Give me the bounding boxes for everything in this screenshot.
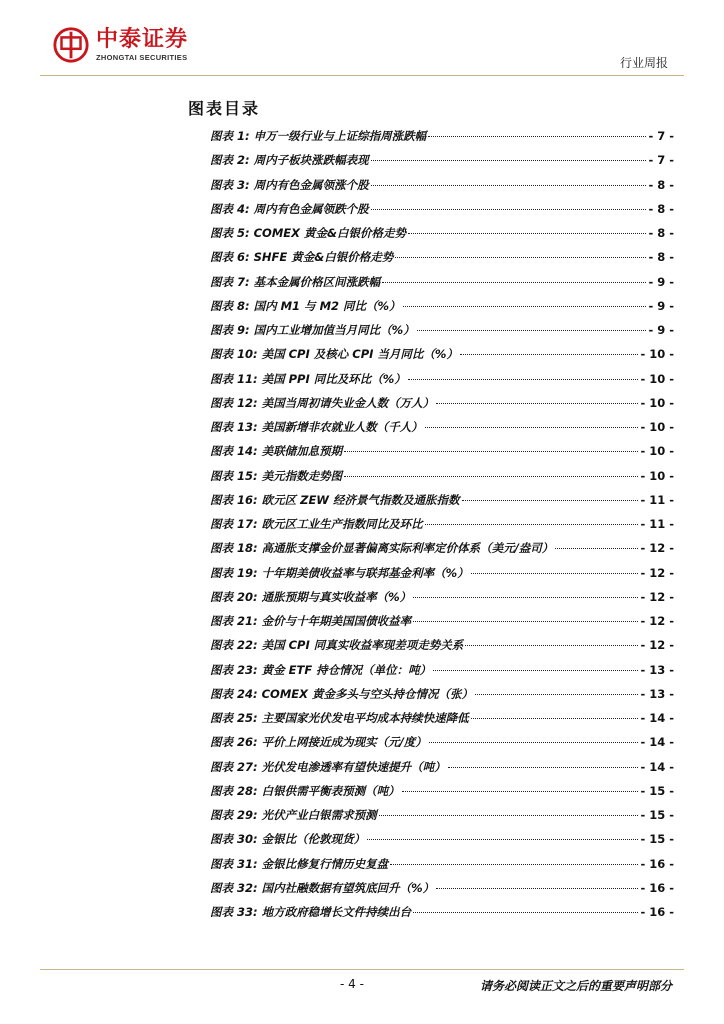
toc-item-label: 图表 18: bbox=[210, 541, 258, 556]
toc-leader-dots bbox=[382, 282, 646, 283]
toc-item[interactable] bbox=[210, 565, 674, 589]
toc-leader-dots bbox=[408, 379, 639, 380]
toc-item-text: 白银供需平衡表预测（吨） bbox=[261, 783, 400, 798]
toc-item-page: - 9 - bbox=[648, 298, 674, 313]
toc-item-page: - 12 - bbox=[640, 638, 674, 653]
toc-item[interactable] bbox=[210, 637, 674, 661]
toc-item-page: - 15 - bbox=[640, 783, 674, 798]
toc-leader-dots bbox=[436, 403, 638, 404]
toc-item-text: 黄金 ETF 持仓情况（单位：吨） bbox=[261, 662, 432, 677]
toc-item-page: - 12 - bbox=[640, 541, 674, 556]
toc-item-text: 金银比修复行情历史复盘 bbox=[261, 856, 389, 871]
toc-leader-dots bbox=[428, 136, 646, 137]
toc-item-label: 图表 27: bbox=[210, 759, 258, 774]
toc-item-page: - 10 - bbox=[640, 444, 674, 459]
toc-item[interactable] bbox=[210, 540, 674, 564]
brand-name-en: ZHONGTAI SECURITIES bbox=[96, 52, 188, 62]
toc-item-page: - 10 - bbox=[640, 468, 674, 483]
disclaimer-text: 请务必阅读正文之后的重要声明部分 bbox=[479, 979, 672, 993]
toc-item-text: 十年期美债收益率与联邦基金利率（%） bbox=[261, 565, 469, 580]
report-type: 行业周报 bbox=[619, 56, 668, 70]
toc-item[interactable] bbox=[210, 371, 674, 395]
header-divider bbox=[40, 75, 684, 76]
zhongtai-logo-icon bbox=[52, 26, 90, 64]
toc-leader-dots bbox=[425, 427, 639, 428]
toc-leader-dots bbox=[436, 888, 638, 889]
toc-item-text: 金价与十年期美国国债收益率 bbox=[261, 614, 412, 628]
toc-item[interactable] bbox=[210, 249, 674, 273]
toc-item[interactable] bbox=[210, 274, 674, 298]
toc-item[interactable] bbox=[210, 589, 674, 613]
toc-leader-dots bbox=[344, 451, 638, 452]
toc-leader-dots bbox=[379, 815, 639, 816]
toc-item-text: 主要国家光伏发电平均成本持续快速降低 bbox=[261, 711, 469, 725]
toc-leader-dots bbox=[390, 864, 638, 865]
toc-leader-dots bbox=[425, 524, 639, 525]
toc-item[interactable] bbox=[210, 783, 674, 807]
toc-item-label: 图表 3: bbox=[210, 177, 250, 192]
toc-item-text: 通胀预期与真实收益率（%） bbox=[261, 589, 412, 604]
toc-item-text: 周内子板块涨跌幅表现 bbox=[253, 153, 369, 168]
toc-item-text: 光伏产业白银需求预测 bbox=[261, 808, 377, 822]
toc-item[interactable] bbox=[210, 734, 674, 758]
toc-leader-dots bbox=[555, 548, 638, 549]
toc-item[interactable] bbox=[210, 468, 674, 492]
toc-item[interactable] bbox=[210, 686, 674, 710]
toc-item-page: - 15 - bbox=[640, 808, 674, 822]
table-of-figures bbox=[210, 128, 674, 928]
toc-item-page: - 9 - bbox=[648, 274, 674, 289]
toc-item-page: - 10 - bbox=[640, 347, 674, 362]
toc-item-text: 地方政府稳增长文件持续出台 bbox=[261, 905, 412, 919]
page-number: - 4 - bbox=[340, 977, 364, 991]
toc-item[interactable] bbox=[210, 831, 674, 855]
toc-item-label: 图表 24: bbox=[210, 686, 258, 701]
toc-item-text: 金银比（伦敦现货） bbox=[261, 832, 366, 847]
toc-item-page: - 11 - bbox=[640, 492, 674, 507]
brand-name-cn: 中泰证券 bbox=[96, 26, 189, 52]
toc-item-text: 美国 CPI 同真实收益率现差项走势关系 bbox=[261, 638, 464, 653]
toc-item-page: - 15 - bbox=[640, 832, 674, 847]
toc-item-text: 基本金属价格区间涨跌幅 bbox=[253, 274, 381, 289]
toc-item-page: - 8 - bbox=[648, 226, 674, 240]
toc-item-label: 图表 13: bbox=[210, 420, 258, 434]
toc-item[interactable] bbox=[210, 177, 674, 201]
toc-item-page: - 11 - bbox=[640, 517, 674, 531]
toc-item-text: 美联储加息预期 bbox=[261, 444, 343, 459]
toc-item-page: - 14 - bbox=[640, 711, 674, 725]
toc-item-label: 图表 16: bbox=[210, 492, 258, 507]
toc-item-text: 欧元区工业生产指数同比及环比 bbox=[261, 517, 423, 531]
toc-item-page: - 12 - bbox=[640, 589, 674, 604]
toc-leader-dots bbox=[413, 597, 638, 598]
toc-item-label: 图表 30: bbox=[210, 832, 258, 847]
toc-item-label: 图表 31: bbox=[210, 856, 258, 871]
toc-item-text: 国内社融数据有望筑底回升（%） bbox=[261, 880, 435, 895]
toc-item-text: 光伏发电渗透率有望快速提升（吨） bbox=[261, 759, 446, 774]
toc-item-label: 图表 11: bbox=[210, 371, 258, 386]
toc-item[interactable] bbox=[210, 152, 674, 176]
toc-item-page: - 14 - bbox=[640, 759, 674, 774]
toc-item-page: - 16 - bbox=[640, 880, 674, 895]
toc-item-page: - 16 - bbox=[640, 905, 674, 919]
toc-leader-dots bbox=[417, 330, 647, 331]
toc-item-page: - 13 - bbox=[640, 686, 674, 701]
toc-item[interactable] bbox=[210, 904, 674, 928]
toc-item-label: 图表 6: bbox=[210, 250, 250, 265]
toc-item-text: 高通胀支撑金价显著偏离实际利率定价体系（美元/盎司） bbox=[261, 541, 554, 556]
toc-item-page: - 12 - bbox=[640, 614, 674, 628]
toc-item[interactable] bbox=[210, 710, 674, 734]
toc-item-text: SHFE 黄金&白银价格走势 bbox=[253, 250, 394, 265]
toc-leader-dots bbox=[371, 209, 647, 210]
toc-item[interactable] bbox=[210, 880, 674, 904]
toc-leader-dots bbox=[371, 185, 647, 186]
toc-item[interactable] bbox=[210, 492, 674, 516]
toc-item[interactable] bbox=[210, 856, 674, 880]
toc-item-label: 图表 2: bbox=[210, 153, 250, 168]
toc-item-page: - 12 - bbox=[640, 565, 674, 580]
toc-item-label: 图表 9: bbox=[210, 323, 250, 337]
toc-item[interactable] bbox=[210, 613, 674, 637]
toc-item-page: - 10 - bbox=[640, 371, 674, 386]
toc-item[interactable] bbox=[210, 443, 674, 467]
toc-leader-dots bbox=[471, 573, 639, 574]
toc-item-page: - 10 - bbox=[640, 420, 674, 434]
toc-leader-dots bbox=[413, 912, 638, 913]
toc-item[interactable] bbox=[210, 516, 674, 540]
toc-item-label: 图表 19: bbox=[210, 565, 258, 580]
toc-item-label: 图表 32: bbox=[210, 880, 258, 895]
toc-leader-dots bbox=[395, 257, 646, 258]
toc-item-label: 图表 8: bbox=[210, 298, 250, 313]
toc-item[interactable] bbox=[210, 225, 674, 249]
toc-item-page: - 9 - bbox=[648, 323, 674, 337]
toc-item-text: 美国 PPI 同比及环比（%） bbox=[261, 371, 406, 386]
toc-item-text: 申万一级行业与上证综指周涨跌幅 bbox=[253, 129, 427, 143]
toc-item-page: - 8 - bbox=[648, 201, 674, 216]
toc-leader-dots bbox=[460, 354, 638, 355]
toc-item-text: 美国 CPI 及核心 CPI 当月同比（%） bbox=[261, 347, 458, 362]
toc-item-label: 图表 26: bbox=[210, 735, 258, 750]
toc-item-label: 图表 15: bbox=[210, 468, 258, 483]
toc-item[interactable] bbox=[210, 322, 674, 346]
toc-item-text: 周内有色金属领涨个股 bbox=[253, 177, 369, 192]
toc-item[interactable] bbox=[210, 201, 674, 225]
toc-item-page: - 8 - bbox=[648, 250, 674, 265]
toc-leader-dots bbox=[429, 742, 639, 743]
toc-leader-dots bbox=[344, 476, 638, 477]
toc-item-label: 图表 1: bbox=[210, 129, 250, 143]
toc-item-text: 美国当周初请失业金人数（万人） bbox=[261, 395, 435, 410]
toc-item-text: 平价上网接近成为现实（元/度） bbox=[261, 735, 427, 750]
toc-item-label: 图表 29: bbox=[210, 808, 258, 822]
toc-item-label: 图表 12: bbox=[210, 395, 258, 410]
toc-item-label: 图表 23: bbox=[210, 662, 258, 677]
toc-leader-dots bbox=[448, 767, 639, 768]
toc-leader-dots bbox=[408, 233, 646, 234]
toc-title: 图表目录 bbox=[188, 99, 261, 118]
toc-item-label: 图表 20: bbox=[210, 589, 258, 604]
company-logo bbox=[52, 26, 188, 64]
toc-leader-dots bbox=[462, 500, 639, 501]
toc-item-label: 图表 14: bbox=[210, 444, 258, 459]
toc-item-text: 美元指数走势图 bbox=[261, 468, 343, 483]
footer-divider bbox=[40, 969, 684, 970]
toc-item[interactable] bbox=[210, 662, 674, 686]
toc-item-text: COMEX 黄金&白银价格走势 bbox=[253, 226, 407, 240]
toc-item-label: 图表 4: bbox=[210, 201, 250, 216]
toc-leader-dots bbox=[465, 645, 638, 646]
toc-leader-dots bbox=[403, 306, 647, 307]
toc-item-text: 国内 M1 与 M2 同比（%） bbox=[253, 298, 401, 313]
toc-item-text: 国内工业增加值当月同比（%） bbox=[253, 323, 415, 337]
toc-item[interactable] bbox=[210, 759, 674, 783]
toc-item-page: - 14 - bbox=[640, 735, 674, 750]
toc-item-page: - 10 - bbox=[640, 395, 674, 410]
toc-item-text: 欧元区 ZEW 经济景气指数及通胀指数 bbox=[261, 492, 460, 507]
toc-item[interactable] bbox=[210, 419, 674, 443]
toc-item[interactable] bbox=[210, 346, 674, 370]
toc-item-label: 图表 25: bbox=[210, 711, 258, 725]
toc-item[interactable] bbox=[210, 807, 674, 831]
toc-item-label: 图表 10: bbox=[210, 347, 258, 362]
toc-item-label: 图表 33: bbox=[210, 905, 258, 919]
toc-item[interactable] bbox=[210, 128, 674, 152]
toc-item-page: - 8 - bbox=[648, 177, 674, 192]
toc-item-text: 美国新增非农就业人数（千人） bbox=[261, 420, 423, 434]
toc-item[interactable] bbox=[210, 298, 674, 322]
toc-leader-dots bbox=[433, 670, 638, 671]
toc-item-label: 图表 17: bbox=[210, 517, 258, 531]
toc-item-page: - 7 - bbox=[648, 153, 674, 168]
toc-item-page: - 16 - bbox=[640, 856, 674, 871]
toc-leader-dots bbox=[413, 621, 638, 622]
toc-item-label: 图表 21: bbox=[210, 614, 258, 628]
toc-leader-dots bbox=[475, 694, 638, 695]
toc-item-text: COMEX 黄金多头与空头持仓情况（张） bbox=[261, 686, 473, 701]
toc-item-text: 周内有色金属领跌个股 bbox=[253, 201, 369, 216]
toc-item-label: 图表 5: bbox=[210, 226, 250, 240]
toc-item-page: - 7 - bbox=[648, 129, 674, 143]
toc-leader-dots bbox=[471, 718, 639, 719]
toc-leader-dots bbox=[402, 791, 639, 792]
toc-item-label: 图表 28: bbox=[210, 783, 258, 798]
toc-leader-dots bbox=[371, 160, 647, 161]
toc-item-label: 图表 7: bbox=[210, 274, 250, 289]
toc-item-page: - 13 - bbox=[640, 662, 674, 677]
toc-item-label: 图表 22: bbox=[210, 638, 258, 653]
toc-item[interactable] bbox=[210, 395, 674, 419]
toc-leader-dots bbox=[367, 839, 638, 840]
